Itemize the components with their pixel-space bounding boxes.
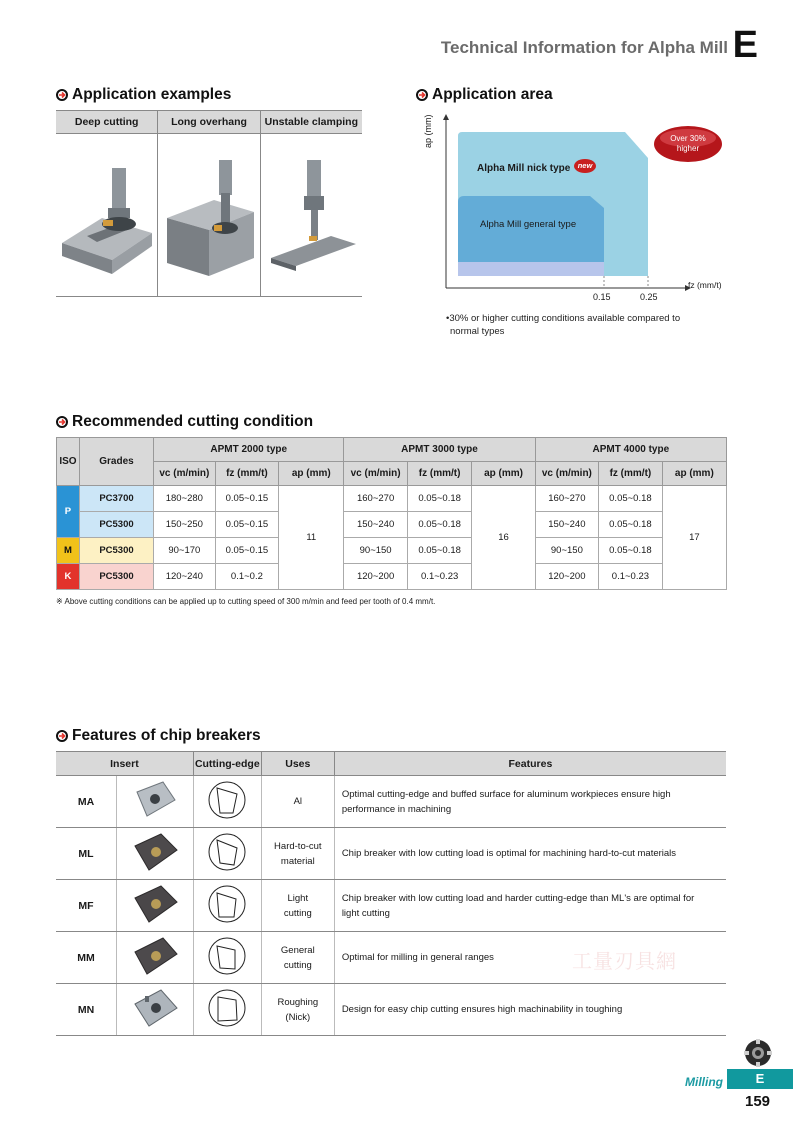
application-examples-heading [56, 86, 231, 104]
chip-breakers-heading [56, 727, 261, 745]
insert-code: MM [56, 932, 117, 984]
insert-code: MA [56, 776, 117, 828]
circle-arrow-icon [56, 416, 68, 428]
table-row [57, 564, 727, 590]
ap-header: ap (mm) [279, 462, 344, 486]
cutting-condition-title: Recommended cutting condition [72, 413, 314, 430]
apmt2000-header: APMT 2000 type [154, 438, 344, 462]
fz-cell: 0.05~0.15 [215, 538, 279, 564]
fz-header: fz (mm/t) [599, 462, 663, 486]
page-number: 159 [745, 1093, 771, 1110]
nick-type-label: Alpha Mill nick type [477, 163, 571, 174]
iso-header: ISO [57, 438, 80, 486]
table-row [56, 880, 726, 932]
circle-arrow-icon [56, 89, 68, 101]
insert-image [117, 828, 194, 880]
insert-image [117, 880, 194, 932]
cutting-condition-note: ※ Above cutting conditions can be applied up to cutting speed of 300 m/min and feed per tooth of 0.4 mm/t. [56, 597, 436, 606]
callout-text: Over 30% higher [670, 134, 706, 153]
deep-cutting-image [56, 134, 158, 297]
chip-breakers-table [56, 751, 726, 1036]
circle-arrow-icon [416, 89, 428, 101]
insert-image [117, 776, 194, 828]
section-letter: E [732, 24, 758, 66]
col-long-overhang: Long overhang [158, 111, 260, 134]
uses-cell: Al [261, 776, 334, 828]
features-cell: Optimal cutting-edge and buffed surface for aluminum workpieces ensure high performance in machining [334, 776, 726, 828]
chip-breakers-title: Features of chip breakers [72, 727, 261, 744]
fz-cell: 0.1~0.2 [215, 564, 279, 590]
fz-header: fz (mm/t) [407, 462, 472, 486]
features-header: Features [334, 752, 726, 776]
vc-cell: 90~170 [154, 538, 216, 564]
fz-cell: 0.05~0.18 [599, 512, 663, 538]
fz-cell: 0.05~0.15 [215, 486, 279, 512]
col-deep-cutting: Deep cutting [56, 111, 158, 134]
vc-cell: 120~200 [344, 564, 407, 590]
section-tab: E [727, 1069, 793, 1089]
features-cell: Chip breaker with low cutting load is optimal for machining hard-to-cut materials [334, 828, 726, 880]
page-header-title: Technical Information for Alpha Mill [440, 38, 728, 57]
cutting-edge-icon [193, 984, 261, 1036]
apmt3000-header: APMT 3000 type [344, 438, 535, 462]
iso-m-cell: M [57, 538, 80, 564]
fz-cell: 0.05~0.18 [599, 486, 663, 512]
cutting-edge-icon [193, 776, 261, 828]
ap-header: ap (mm) [662, 462, 726, 486]
application-area-footnote: •30% or higher cutting conditions available compared to normal types [446, 313, 681, 337]
fz-cell: 0.1~0.23 [407, 564, 472, 590]
vc-cell: 160~270 [535, 486, 598, 512]
cutting-edge-icon [193, 932, 261, 984]
watermark: 工量刃具網 [572, 951, 677, 973]
vc-cell: 90~150 [344, 538, 407, 564]
new-badge: new [574, 159, 596, 173]
iso-k-cell: K [57, 564, 80, 590]
vc-cell: 150~240 [535, 512, 598, 538]
grade-cell: PC5300 [79, 564, 153, 590]
grade-cell: PC5300 [79, 538, 153, 564]
table-row [57, 512, 727, 538]
uses-cell: General cutting [261, 932, 334, 984]
vc-header: vc (m/min) [154, 462, 216, 486]
circle-arrow-icon [56, 730, 68, 742]
features-cell: Design for easy chip cutting ensures high machinability in toughing [334, 984, 726, 1036]
unstable-clamping-image [260, 134, 362, 297]
cutting-edge-icon [193, 828, 261, 880]
ap-4000-cell: 17 [662, 486, 726, 590]
table-row [57, 538, 727, 564]
application-area-title: Application area [432, 86, 553, 103]
grade-cell: PC3700 [79, 486, 153, 512]
insert-code: ML [56, 828, 117, 880]
x-axis-label: fz (mm/t) [688, 280, 722, 290]
fz-cell: 0.05~0.18 [407, 538, 472, 564]
grades-header: Grades [79, 438, 153, 486]
table-row [56, 776, 726, 828]
features-cell: Optimal for milling in general ranges [334, 932, 726, 984]
fz-cell: 0.1~0.23 [599, 564, 663, 590]
features-cell: Chip breaker with low cutting load and harder cutting-edge than ML's are optimal for light cutting [334, 880, 726, 932]
apmt4000-header: APMT 4000 type [535, 438, 726, 462]
x-tick-025: 0.25 [640, 292, 658, 302]
cutting-condition-table [56, 437, 727, 590]
col-unstable-clamping: Unstable clamping [260, 111, 362, 134]
insert-code: MF [56, 880, 117, 932]
fz-cell: 0.05~0.15 [215, 512, 279, 538]
ap-header: ap (mm) [472, 462, 535, 486]
application-examples-title: Application examples [72, 86, 232, 103]
grade-cell: PC5300 [79, 512, 153, 538]
cutting-edge-header: Cutting-edge [193, 752, 261, 776]
insert-image [117, 932, 194, 984]
vc-cell: 120~240 [154, 564, 216, 590]
general-type-label: Alpha Mill general type [480, 219, 577, 230]
long-overhang-image [158, 134, 260, 297]
iso-p-cell: P [57, 486, 80, 538]
uses-header: Uses [261, 752, 334, 776]
fz-header: fz (mm/t) [215, 462, 279, 486]
uses-cell: Roughing (Nick) [261, 984, 334, 1036]
fz-cell: 0.05~0.18 [407, 486, 472, 512]
y-axis-label: ap (mm) [423, 114, 433, 148]
application-area-heading [416, 86, 553, 104]
cutting-condition-heading [56, 413, 313, 431]
insert-code: MN [56, 984, 117, 1036]
footer-section-label: Milling [685, 1075, 723, 1089]
x-tick-015: 0.15 [593, 292, 611, 302]
insert-image [117, 984, 194, 1036]
fz-cell: 0.05~0.18 [407, 512, 472, 538]
application-examples-table [56, 110, 362, 297]
fz-cell: 0.05~0.18 [599, 538, 663, 564]
table-row [56, 828, 726, 880]
vc-cell: 90~150 [535, 538, 598, 564]
vc-header: vc (m/min) [344, 462, 407, 486]
vc-cell: 180~280 [154, 486, 216, 512]
vc-cell: 120~200 [535, 564, 598, 590]
vc-header: vc (m/min) [535, 462, 598, 486]
vc-cell: 150~250 [154, 512, 216, 538]
ap-2000-cell: 11 [279, 486, 344, 590]
vc-cell: 150~240 [344, 512, 407, 538]
insert-header: Insert [56, 752, 193, 776]
cutting-edge-icon [193, 880, 261, 932]
table-row [57, 486, 727, 512]
ap-3000-cell: 16 [472, 486, 535, 590]
vc-cell: 160~270 [344, 486, 407, 512]
uses-cell: Light cutting [261, 880, 334, 932]
milling-cutter-icon [743, 1038, 773, 1068]
uses-cell: Hard-to-cut material [261, 828, 334, 880]
table-row [56, 984, 726, 1036]
